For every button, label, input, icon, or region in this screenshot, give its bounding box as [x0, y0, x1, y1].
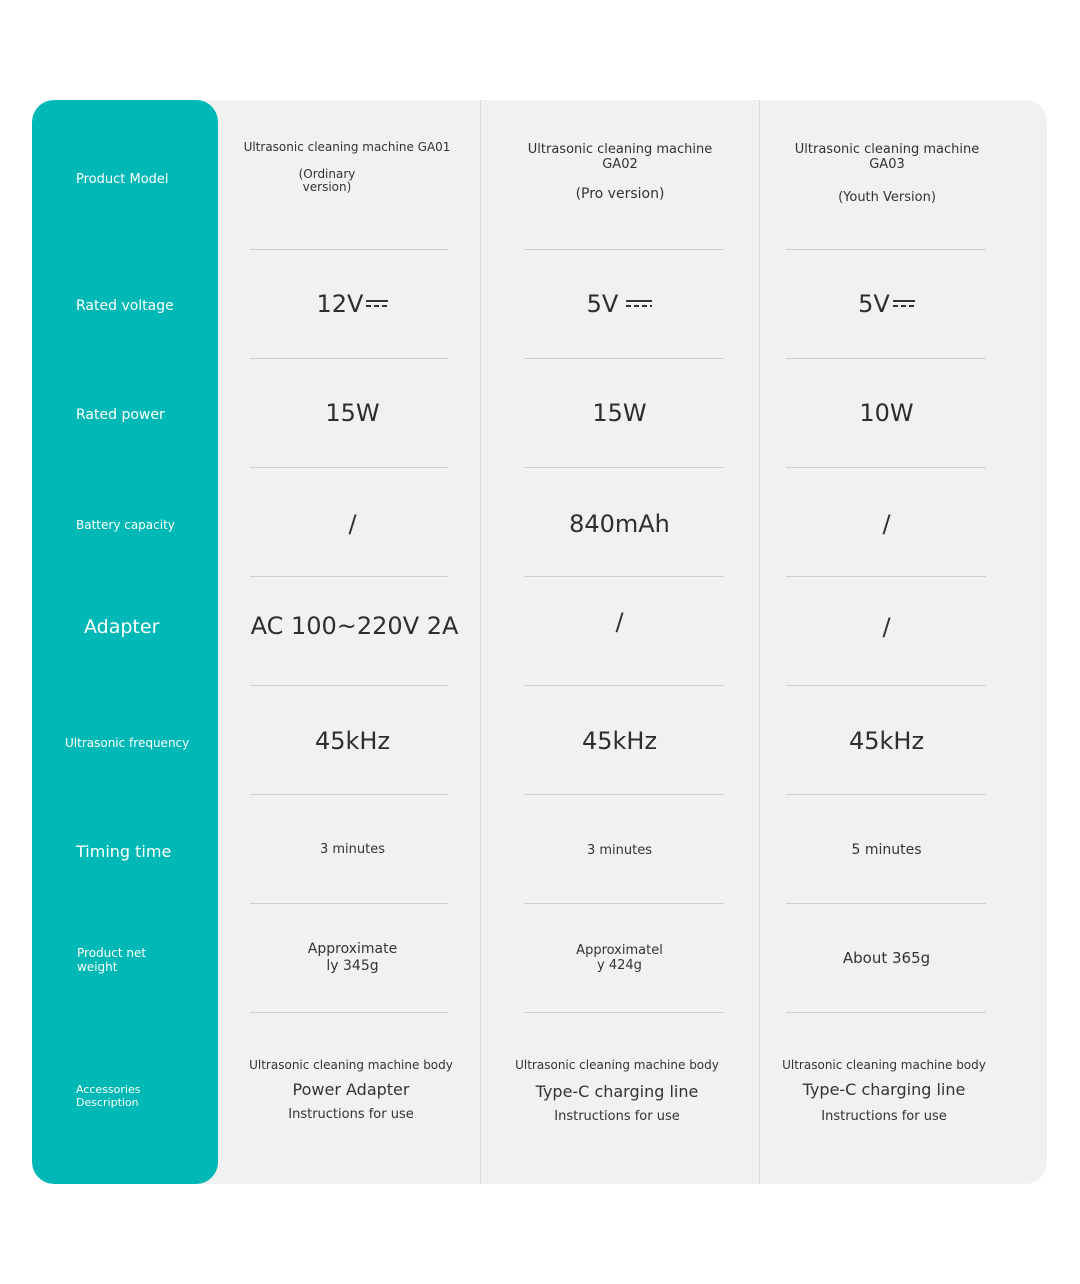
row-separator: [786, 685, 986, 686]
label-product-net-weight: [77, 946, 146, 974]
row-separator: [524, 249, 724, 250]
row-separator: [524, 794, 724, 795]
cell-timing-ga01: 3 minutes: [319, 841, 386, 857]
row-separator: [786, 576, 986, 577]
accessory-item: Power Adapter: [292, 1080, 410, 1099]
column-divider: [759, 100, 760, 1184]
cell-model-ga03: [777, 140, 997, 220]
label-battery-capacity: Battery capacity: [76, 518, 175, 532]
label-rated-voltage: Rated voltage: [76, 298, 174, 314]
label-product-model: Product Model: [76, 171, 169, 187]
model-name: Ultrasonic cleaning machine GA02: [527, 142, 713, 172]
label-product-net-weight-line2: weight: [77, 960, 118, 974]
cell-voltage-ga03: [784, 280, 989, 328]
dc-symbol-icon: [626, 299, 652, 309]
accessory-item: Ultrasonic cleaning machine body: [782, 1058, 986, 1072]
model-version: (Pro version): [575, 186, 665, 202]
cell-voltage-ga01: [250, 280, 455, 328]
row-separator: [250, 794, 448, 795]
voltage-value: 5V: [586, 290, 619, 318]
model-version: version): [302, 180, 352, 194]
row-separator: [524, 1012, 724, 1013]
cell-battery-ga03: /: [882, 510, 891, 538]
model-name: Ultrasonic cleaning machine GA03: [794, 142, 980, 172]
row-separator: [524, 358, 724, 359]
voltage-value: 5V: [858, 290, 890, 318]
row-separator: [250, 903, 448, 904]
row-separator: [786, 903, 986, 904]
weight-line2: y 424g: [597, 958, 642, 973]
label-accessories-line1: Accessories: [76, 1083, 141, 1096]
label-adapter: Adapter: [84, 616, 160, 638]
cell-battery-ga02: 840mAh: [569, 510, 670, 538]
weight-line1: Approximate: [307, 941, 398, 957]
weight-line1: Approximatel: [576, 943, 663, 958]
cell-accessories-ga01: [240, 1058, 462, 1138]
model-name: Ultrasonic cleaning machine GA01: [243, 140, 451, 154]
row-separator: [250, 685, 448, 686]
row-separator: [250, 358, 448, 359]
row-separator: [250, 249, 448, 250]
label-accessories-description: [76, 1083, 140, 1109]
cell-frequency-ga02: 45kHz: [581, 727, 658, 755]
cell-adapter-ga03: /: [882, 613, 891, 641]
cell-accessories-ga03: [773, 1058, 995, 1138]
row-separator: [524, 903, 724, 904]
row-separator: [786, 358, 986, 359]
weight-line2: ly 345g: [326, 958, 379, 974]
label-rated-power: Rated power: [76, 407, 165, 423]
cell-model-ga02: [510, 140, 730, 220]
row-separator: [786, 794, 986, 795]
cell-model-ga01: [242, 140, 452, 220]
row-separator: [250, 1012, 448, 1013]
row-label-column: [32, 100, 218, 1184]
row-separator: [524, 576, 724, 577]
label-timing-time: Timing time: [76, 841, 172, 861]
cell-battery-ga01: /: [348, 510, 357, 538]
model-version: (Ordinary: [298, 167, 356, 181]
accessory-item: Instructions for use: [554, 1109, 680, 1124]
cell-power-ga02: 15W: [592, 399, 647, 427]
label-accessories-line2: Description: [76, 1096, 139, 1109]
row-separator: [786, 249, 986, 250]
column-divider: [480, 100, 481, 1184]
row-separator: [250, 467, 448, 468]
cell-power-ga01: 15W: [325, 399, 380, 427]
cell-adapter-ga02: /: [615, 608, 624, 636]
cell-frequency-ga01: 45kHz: [314, 727, 391, 755]
cell-accessories-ga02: [506, 1058, 728, 1138]
row-separator: [524, 685, 724, 686]
row-separator: [524, 467, 724, 468]
dc-symbol-icon: [366, 299, 388, 309]
accessory-item: Instructions for use: [288, 1107, 414, 1122]
accessory-item: Ultrasonic cleaning machine body: [515, 1058, 719, 1072]
cell-adapter-ga01: AC 100~220V 2A: [250, 612, 459, 640]
accessory-item: Instructions for use: [821, 1109, 947, 1124]
accessory-item: Type-C charging line: [802, 1080, 966, 1099]
row-separator: [786, 467, 986, 468]
cell-voltage-ga02: [517, 280, 722, 328]
comparison-table: [32, 100, 1047, 1184]
cell-power-ga03: 10W: [859, 399, 914, 427]
model-version: (Youth Version): [838, 190, 936, 205]
accessory-item: Type-C charging line: [535, 1082, 699, 1101]
label-product-net-weight-line1: Product net: [77, 946, 147, 960]
accessory-item: Ultrasonic cleaning machine body: [249, 1058, 453, 1072]
label-ultrasonic-frequency: Ultrasonic frequency: [65, 736, 190, 750]
cell-weight-ga01: [250, 936, 455, 980]
cell-timing-ga03: 5 minutes: [851, 842, 922, 858]
voltage-value: 12V: [316, 290, 364, 318]
dc-symbol-icon: [893, 299, 915, 309]
cell-frequency-ga03: 45kHz: [848, 727, 925, 755]
cell-timing-ga02: 3 minutes: [586, 842, 653, 858]
cell-weight-ga02: [517, 936, 722, 980]
row-separator: [250, 576, 448, 577]
row-separator: [786, 1012, 986, 1013]
cell-weight-ga03: About 365g: [842, 949, 931, 967]
